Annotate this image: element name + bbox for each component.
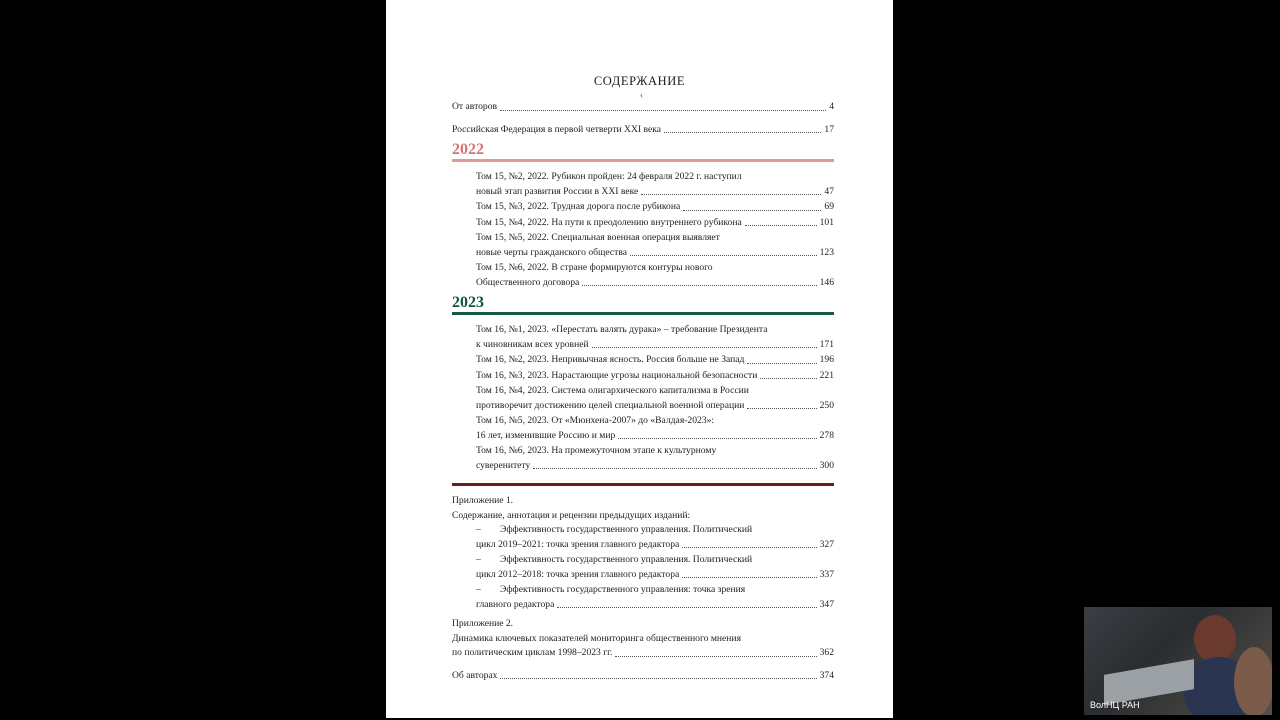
person-shape bbox=[1234, 647, 1272, 715]
dot-leader bbox=[745, 225, 817, 226]
section-year-2022: 2022 bbox=[452, 141, 484, 158]
page-number: 327 bbox=[819, 538, 834, 550]
toc-entry[interactable]: Том 16, №2, 2023. Непривычная ясность. Россия больше не Запад 196 bbox=[452, 353, 834, 368]
dot-leader bbox=[641, 194, 821, 195]
toc-entry-about-authors[interactable]: Об авторах 374 bbox=[452, 669, 834, 684]
page-number: 347 bbox=[819, 598, 834, 610]
dot-leader bbox=[630, 255, 817, 256]
dot-leader bbox=[664, 132, 821, 133]
dot-leader bbox=[682, 577, 816, 578]
toc-entry[interactable]: Том 15, №4, 2022. На пути к преодолению внутреннего рубикона 101 bbox=[452, 216, 834, 231]
section-rule-2022 bbox=[452, 159, 834, 162]
page-number: 123 bbox=[819, 246, 834, 258]
dot-leader bbox=[582, 285, 816, 286]
toc-entry[interactable]: Том 15, №3, 2022. Трудная дорога после рубикона 69 bbox=[452, 200, 834, 215]
dot-leader bbox=[592, 347, 817, 348]
dot-leader bbox=[557, 607, 816, 608]
document-page bbox=[386, 0, 893, 718]
section-year-2023: 2023 bbox=[452, 294, 484, 311]
dot-leader bbox=[747, 363, 816, 364]
toc-entry[interactable]: Том 16, №6, 2023. На промежуточном этапе к культурному суверенитету 300 bbox=[452, 444, 834, 473]
appendix1-heading: Приложение 1. bbox=[452, 495, 514, 506]
toc-entry[interactable]: Том 16, №1, 2023. «Перестать валять дурака» – требование Президента к чиновникам всех уровней 171 bbox=[452, 323, 834, 352]
toc-entry-authors-foreword[interactable]: От авторов 4 bbox=[452, 100, 834, 115]
page-number: 250 bbox=[819, 399, 834, 411]
appendix1-item[interactable]: – Эффективность государственного управления. Политический цикл 2019–2021: точка зрения главного редактора 327 bbox=[452, 523, 834, 552]
tick-mark: ‹ bbox=[640, 90, 643, 100]
page-number: 374 bbox=[819, 669, 834, 681]
toc-entry[interactable]: Том 16, №3, 2023. Нарастающие угрозы национальной безопасности 221 bbox=[452, 369, 834, 384]
dot-leader bbox=[747, 408, 816, 409]
toc-entry-russia-xxi[interactable]: Российская Федерация в первой четверти XXI века 17 bbox=[452, 123, 834, 138]
appendix1-item[interactable]: – Эффективность государственного управления. Политический цикл 2012–2018: точка зрения главного редактора 337 bbox=[452, 553, 834, 582]
list-dash: – bbox=[476, 584, 481, 595]
page-number: 337 bbox=[819, 568, 834, 580]
list-dash: – bbox=[476, 524, 481, 535]
dot-leader bbox=[683, 210, 821, 211]
section-rule-2023 bbox=[452, 312, 834, 315]
dot-leader bbox=[533, 468, 816, 469]
page-number: 47 bbox=[824, 185, 834, 197]
page-number: 300 bbox=[819, 459, 834, 471]
dot-leader bbox=[615, 656, 816, 657]
toc-entry[interactable]: Том 15, №6, 2022. В стране формируются контуры нового Общественного договора 146 bbox=[452, 261, 834, 290]
appendix1-subheading: Содержание, аннотация и рецензии предыдущих изданий: bbox=[452, 509, 691, 521]
page-number: 171 bbox=[819, 338, 834, 350]
dot-leader bbox=[500, 110, 826, 111]
page-number: 69 bbox=[824, 201, 834, 212]
toc-title: СОДЕРЖАНИЕ bbox=[593, 74, 686, 88]
page-number: 101 bbox=[819, 216, 834, 228]
appendix-rule bbox=[452, 483, 834, 486]
dot-leader bbox=[618, 438, 816, 439]
list-dash: – bbox=[476, 554, 481, 565]
appendix1-item[interactable]: – Эффективность государственного управления: точка зрения главного редактора 347 bbox=[452, 583, 834, 612]
appendix2-entry[interactable]: Приложение 2. Динамика ключевых показателей мониторинга общественного мнения по политическим циклам 1998–2023 гг. 362 bbox=[452, 617, 834, 661]
appendix2-heading: Приложение 2. bbox=[452, 618, 514, 629]
dot-leader bbox=[682, 547, 816, 548]
page-number: 196 bbox=[819, 354, 834, 365]
dot-leader bbox=[760, 378, 816, 379]
webcam-overlay bbox=[1084, 607, 1272, 715]
page-number: 278 bbox=[819, 429, 834, 441]
webcam-label: ВолНЦ РАН bbox=[1090, 700, 1140, 710]
person-shape bbox=[1194, 615, 1236, 663]
page-number: 221 bbox=[819, 369, 834, 381]
page-number: 146 bbox=[819, 276, 834, 288]
dot-leader bbox=[500, 678, 816, 679]
toc-entry[interactable]: Том 15, №2, 2022. Рубикон пройден: 24 февраля 2022 г. наступил новый этап развития России в XXI веке 47 bbox=[452, 170, 834, 199]
page-number: 17 bbox=[824, 123, 834, 135]
table-of-contents bbox=[452, 100, 834, 684]
toc-entry[interactable]: Том 16, №4, 2023. Система олигархического капитализма в России противоречит достижению целей специальной военной операции 250 bbox=[452, 384, 834, 413]
desk-shape bbox=[1104, 659, 1194, 705]
toc-entry[interactable]: Том 15, №5, 2022. Специальная военная операция выявляет новые черты гражданского общества 123 bbox=[452, 231, 834, 260]
page-number: 362 bbox=[819, 647, 834, 658]
toc-entry[interactable]: Том 16, №5, 2023. От «Мюнхена-2007» до «Валдая-2023»: 16 лет, изменившие Россию и мир 278 bbox=[452, 414, 834, 443]
page-number: 4 bbox=[829, 101, 834, 112]
